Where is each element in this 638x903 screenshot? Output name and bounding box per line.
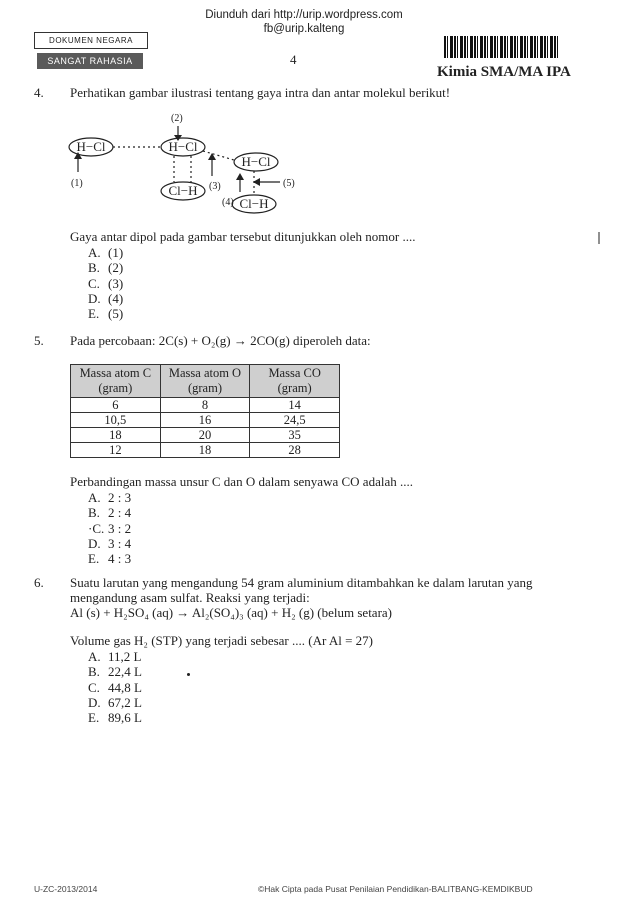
table-cell: 16: [160, 413, 250, 428]
table-cell: 28: [250, 443, 340, 458]
table-header-c: Massa atom C (gram): [71, 365, 161, 398]
option-letter: C.: [88, 679, 100, 695]
footer-code: U-ZC-2013/2014: [34, 884, 98, 894]
question-6-prompt: Volume gas H₂ (STP) yang terjadi sebesar .... (Ar Al = 27): [70, 633, 373, 648]
option-letter: B.: [88, 260, 100, 276]
question-5-stem: Pada percobaan: 2C(s) + O₂(g) → 2CO(g) diperoleh data:: [70, 333, 371, 348]
table-cell: 24,5: [250, 413, 340, 428]
molecule-text-2: H−Cl: [168, 139, 198, 154]
option-letter: C.: [88, 275, 100, 291]
option-text: 11,2 L: [108, 649, 142, 664]
option-text: 67,2 L: [108, 694, 142, 710]
table-cell: 14: [250, 398, 340, 413]
option-d[interactable]: [88, 291, 123, 306]
option-text: 22,4 L: [108, 664, 142, 680]
question-4-options: [88, 245, 123, 321]
option-text: 4 : 3: [108, 551, 132, 567]
table-row: [71, 398, 340, 413]
table-cell: 35: [250, 428, 340, 443]
option-b[interactable]: [88, 505, 131, 520]
option-e[interactable]: [88, 710, 142, 725]
option-letter: B.: [88, 664, 100, 680]
option-text: 3 : 2: [108, 520, 132, 536]
option-letter: D.: [88, 290, 101, 306]
option-letter: A.: [88, 245, 101, 260]
secret-label: SANGAT RAHASIA: [37, 53, 143, 69]
question-number-4: 4.: [34, 85, 44, 100]
option-b[interactable]: [88, 664, 142, 679]
table-row: [71, 428, 340, 443]
data-table: [70, 364, 340, 458]
table-cell: 10,5: [71, 413, 161, 428]
option-b[interactable]: [88, 260, 123, 275]
table-header-row: [71, 365, 340, 398]
diagram-label-5: (5): [283, 178, 295, 189]
table-cell: 20: [160, 428, 250, 443]
table-row: [71, 413, 340, 428]
option-letter: D.: [88, 535, 101, 551]
option-c[interactable]: [88, 276, 123, 291]
option-letter: B.: [88, 505, 100, 521]
option-text: 89,6 L: [108, 710, 142, 726]
page-number: 4: [290, 52, 297, 67]
table-header-o: Massa atom O (gram): [160, 365, 250, 398]
table-header-co: Massa CO (gram): [250, 365, 340, 398]
subject-title: Kimia SMA/MA IPA: [437, 64, 571, 80]
document-label: DOKUMEN NEGARA: [34, 32, 148, 49]
option-text: (3): [108, 275, 124, 291]
option-letter: E.: [88, 306, 100, 322]
question-5-prompt: Perbandingan massa unsur C dan O dalam senyawa CO adalah ....: [70, 474, 413, 489]
table-cell: 6: [71, 398, 161, 413]
option-text: (1): [108, 245, 124, 260]
table-cell: 18: [160, 443, 250, 458]
molecule-text-3: H−Cl: [241, 154, 271, 169]
molecule-text-5: Cl−H: [239, 196, 269, 211]
molecule-text-1: H−Cl: [76, 139, 106, 154]
table-cell: 8: [160, 398, 250, 413]
stray-dot: [187, 673, 190, 676]
source-url: Diunduh dari http://urip.wordpress.com: [205, 9, 403, 21]
option-text: (4): [108, 290, 124, 306]
diagram-label-1: (1): [71, 178, 83, 189]
option-text: 2 : 3: [108, 490, 132, 505]
option-d[interactable]: [88, 536, 131, 551]
question-4-prompt: Gaya antar dipol pada gambar tersebut ditunjukkan oleh nomor ....: [70, 229, 416, 244]
option-letter: ·C.: [88, 520, 105, 536]
option-a[interactable]: [88, 649, 142, 664]
source-fb: fb@urip.kalteng: [263, 23, 345, 35]
question-number-6: 6.: [34, 575, 44, 590]
option-letter: E.: [88, 710, 100, 726]
question-6-stem-2: mengandung asam sulfat. Reaksi yang terjadi:: [70, 590, 310, 605]
option-d[interactable]: [88, 695, 142, 710]
option-letter: D.: [88, 694, 101, 710]
molecule-text-4: Cl−H: [168, 183, 198, 198]
option-letter: E.: [88, 551, 100, 567]
option-text: 2 : 4: [108, 505, 132, 521]
option-a[interactable]: [88, 490, 131, 505]
question-6-stem-1: Suatu larutan yang mengandung 54 gram aluminium ditambahkan ke dalam larutan yang: [70, 575, 533, 590]
option-text: 3 : 4: [108, 535, 132, 551]
footer-copyright: ©Hak Cipta pada Pusat Penilaian Pendidikan-BALITBANG-KEMDIKBUD: [258, 884, 533, 894]
option-e[interactable]: [88, 306, 123, 321]
diagram-label-4: (4): [222, 197, 234, 208]
diagram-label-2: (2): [171, 113, 183, 124]
option-text: (5): [108, 306, 124, 322]
question-6-reaction: Al (s) + H₂SO₄ (aq) → Al₂(SO₄)₃ (aq) + H₂ (g) (belum setara): [70, 605, 393, 620]
option-a[interactable]: [88, 245, 123, 260]
diagram-label-3: (3): [209, 181, 221, 192]
question-5-options: [88, 490, 131, 566]
option-letter: A.: [88, 490, 101, 505]
option-text: 44,8 L: [108, 679, 142, 695]
option-letter: A.: [88, 649, 101, 664]
question-number-5: 5.: [34, 333, 44, 348]
option-text: (2): [108, 260, 124, 276]
table-row: [71, 443, 340, 458]
table-cell: 12: [71, 443, 161, 458]
question-4-stem: Perhatikan gambar ilustrasi tentang gaya intra dan antar molekul berikut!: [70, 85, 451, 100]
option-e[interactable]: [88, 551, 131, 566]
option-c[interactable]: [88, 521, 131, 536]
option-c[interactable]: [88, 680, 142, 695]
table-cell: 18: [71, 428, 161, 443]
question-6-options: [88, 649, 142, 725]
